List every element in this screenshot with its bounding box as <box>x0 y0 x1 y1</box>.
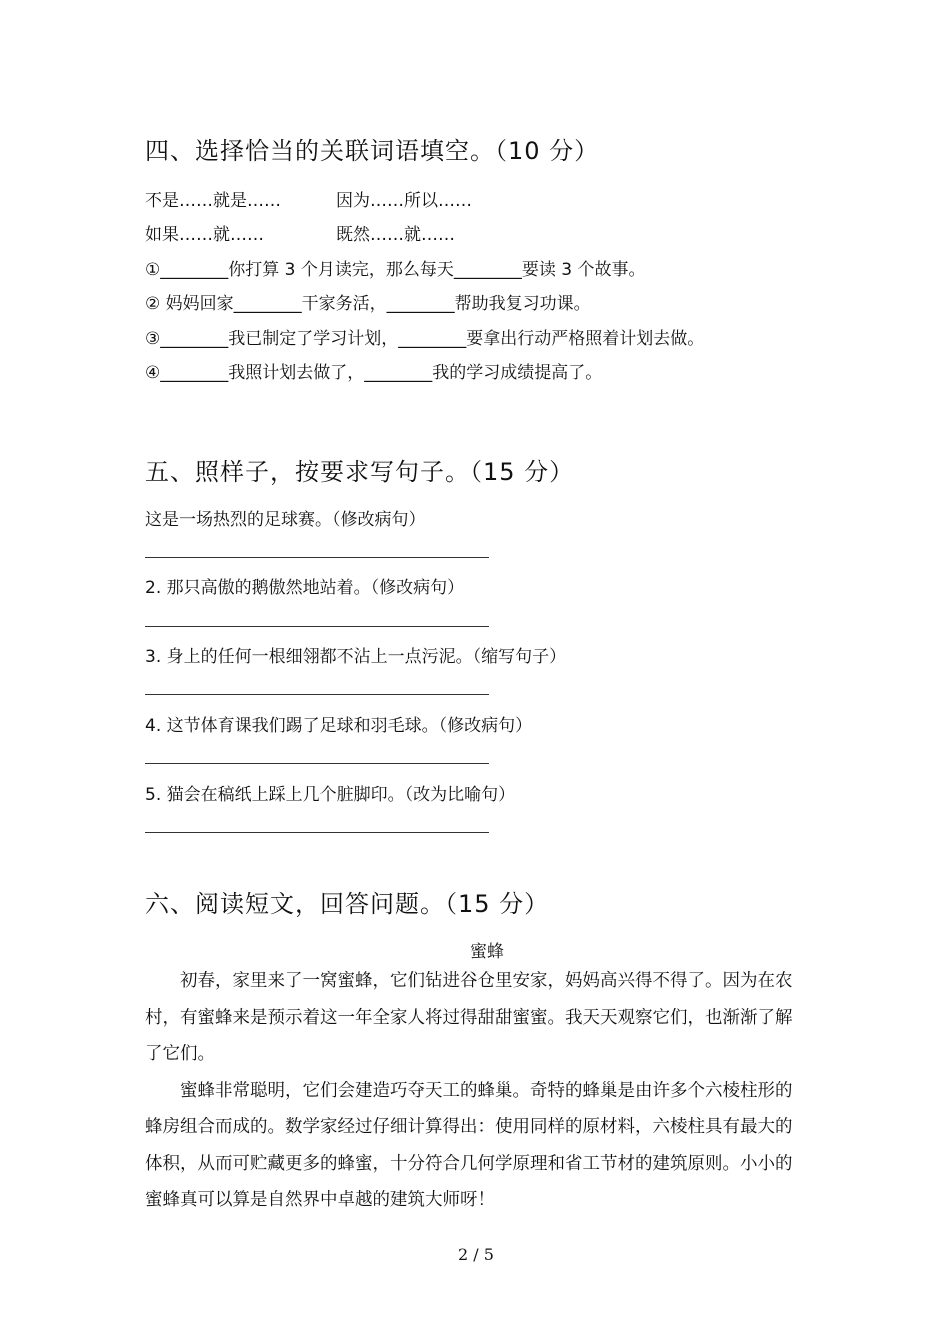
fill-blank-item: ①________你打算 3 个月读完，那么每天________要读 3 个故事。 <box>145 260 646 280</box>
section-5-title: 五、照样子，按要求写句子。（15 分） <box>145 458 575 486</box>
answer-line[interactable] <box>145 763 489 764</box>
conjunction-option: 因为……所以…… <box>336 191 472 211</box>
rewrite-item: 5. 猫会在稿纸上踩上几个脏脚印。（改为比喻句） <box>145 785 516 805</box>
passage-body <box>145 963 805 1219</box>
passage-paragraph: 初春，家里来了一窝蜜蜂，它们钻进谷仓里安家，妈妈高兴得不得了。因为在农村，有蜜蜂来是预示着这一年全家人将过得甜甜蜜蜜。我天天观察它们，也渐渐了解了它们。 <box>145 971 793 1064</box>
answer-line[interactable] <box>145 557 489 558</box>
page-number: 2 / 5 <box>458 1245 494 1264</box>
conjunction-option: 既然……就…… <box>336 225 455 245</box>
fill-blank-item: ② 妈妈回家________干家务活，________帮助我复习功课。 <box>145 294 591 314</box>
rewrite-item: 4. 这节体育课我们踢了足球和羽毛球。（修改病句） <box>145 716 533 736</box>
answer-line[interactable] <box>145 626 489 627</box>
fill-blank-item: ④________我照计划去做了，________我的学习成绩提高了。 <box>145 363 603 383</box>
passage-paragraph: 蜜蜂非常聪明，它们会建造巧夺天工的蜂巢。奇特的蜂巢是由许多个六棱柱形的蜂房组合而成的。数学家经过仔细计算得出：使用同样的原材料，六棱柱具有最大的体积，从而可贮藏更多的蜂蜜，十分符合几何学原理和省工节材的建筑原则。小小的蜜蜂真可以算是自然界中卓越的建筑大师呀！ <box>145 1080 793 1210</box>
fill-blank-item: ③________我已制定了学习计划，________要拿出行动严格照着计划去做。 <box>145 329 705 349</box>
conjunction-option: 如果……就…… <box>145 225 264 245</box>
section-4-title: 四、选择恰当的关联词语填空。（10 分） <box>145 137 600 165</box>
rewrite-item: 3. 身上的任何一根细翎都不沾上一点污泥。（缩写句子） <box>145 647 567 667</box>
rewrite-item: 这是一场热烈的足球赛。（修改病句） <box>145 510 426 530</box>
section-6-title: 六、阅读短文，回答问题。（15 分） <box>145 890 550 918</box>
conjunction-option: 不是……就是…… <box>145 191 281 211</box>
rewrite-item: 2. 那只高傲的鹅傲然地站着。（修改病句） <box>145 578 465 598</box>
answer-line[interactable] <box>145 832 489 833</box>
answer-line[interactable] <box>145 694 489 695</box>
passage-title: 蜜蜂 <box>470 942 504 962</box>
